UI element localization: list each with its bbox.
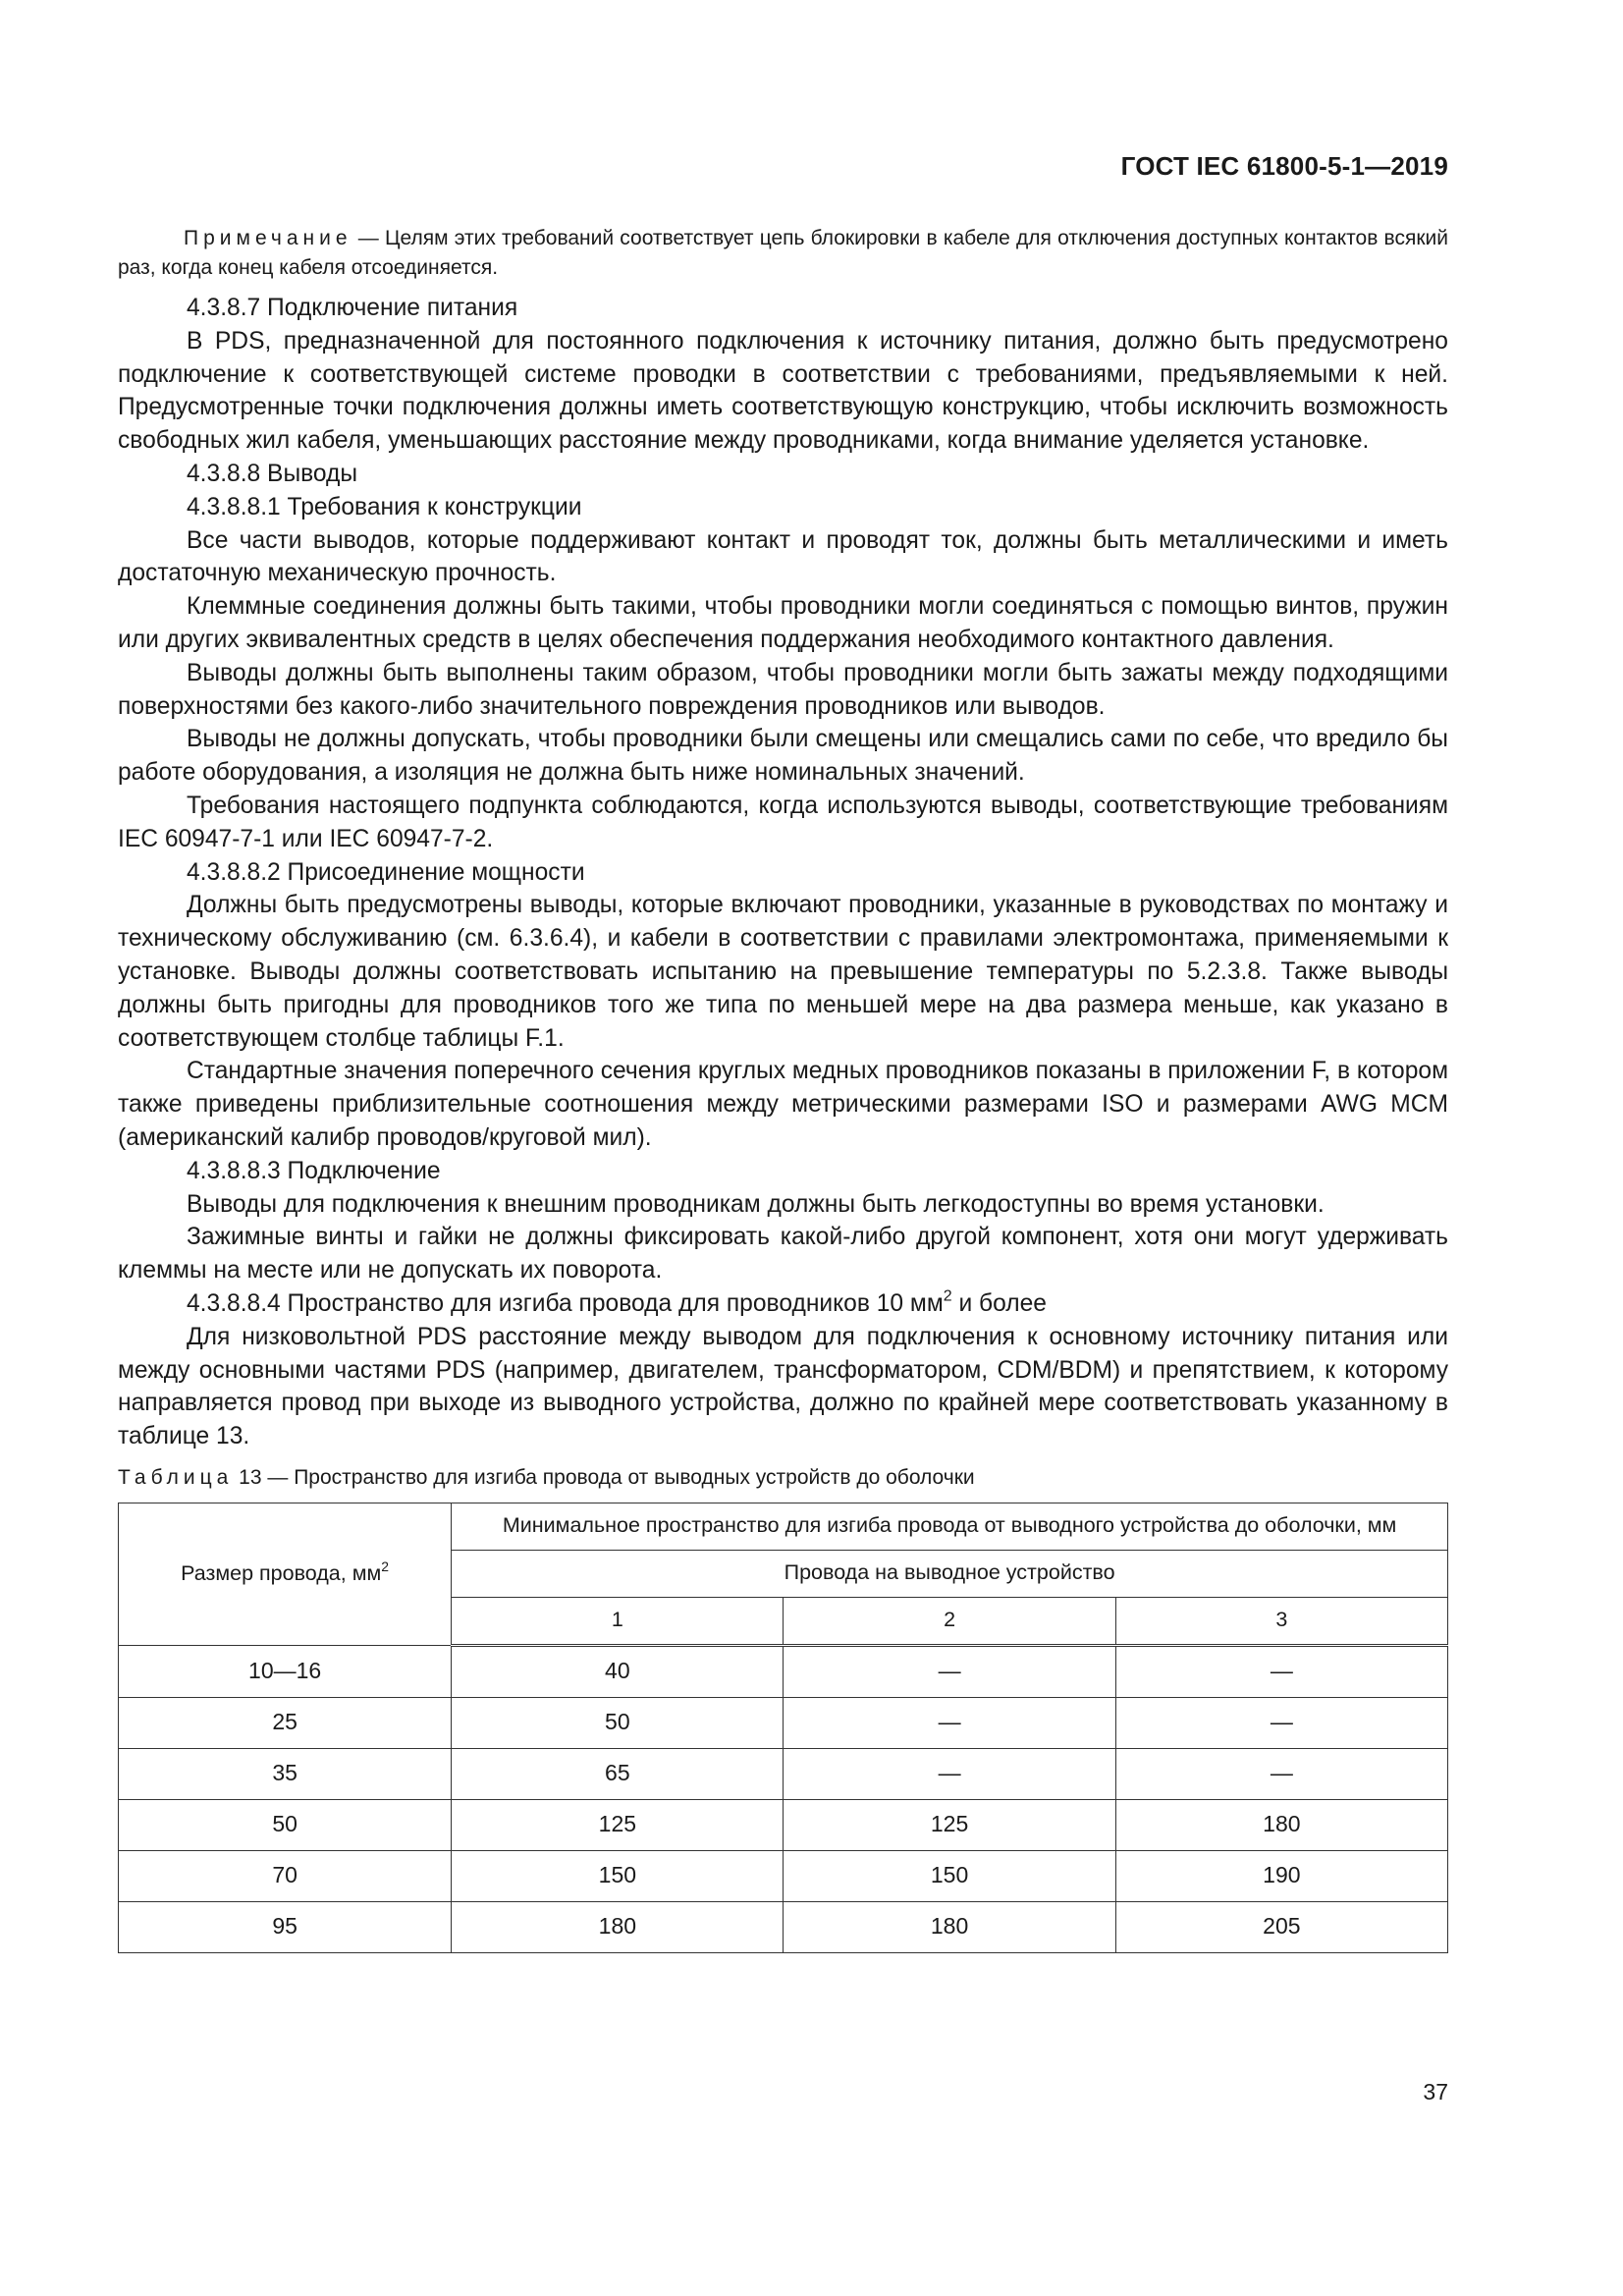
table-cell-value: 125: [452, 1799, 784, 1850]
header-wires-per-terminal: Провода на выводное устройство: [452, 1550, 1448, 1597]
paragraph: Стандартные значения поперечного сечения круглых медных проводников показаны в приложении F, в котором также приведены приблизительные соотношения между метрическими размерами ISO и размерами AWG MCM (американский калибр проводов/круговой мил).: [118, 1058, 1448, 1151]
bending-space-table: [118, 1503, 1448, 1953]
paragraph-list: [118, 292, 1448, 1287]
bending-heading-sup: 2: [943, 1287, 952, 1305]
header-wire-size: [119, 1503, 452, 1645]
header-min-space: Минимальное пространство для изгиба провода от выводного устройства до оболочки, мм: [452, 1503, 1448, 1550]
paragraph: Должны быть предусмотрены выводы, которые включают проводники, указанные в руководствах по монтажу и техническому обслуживанию (см. 6.3.6.4), и кабели в соответствии с правилами электромонтажа, применяемыми к установке. Выводы должны соответствовать испытанию на превышение температуры по 5.2.3.8. Также выводы должны быть пригодны для проводников того же типа по меньшей мере на два размера меньше, как указано в соответствующем столбце таблицы F.1.: [118, 892, 1448, 1052]
table-cell-size: 50: [119, 1799, 452, 1850]
table-cell-value: 180: [1115, 1799, 1447, 1850]
table-cell-value: —: [784, 1697, 1115, 1748]
paragraph: Все части выводов, которые поддерживают контакт и проводят ток, должны быть металлическими и иметь достаточную механическую прочность.: [118, 526, 1448, 587]
paragraph: Выводы должны быть выполнены таким образом, чтобы проводники могли быть зажаты между подходящими поверхностями без какого-либо значительного повреждения проводников или выводов.: [118, 659, 1448, 720]
table-caption: [118, 1463, 1448, 1493]
table-cell-size: 35: [119, 1748, 452, 1799]
paragraph: Зажимные винты и гайки не должны фиксировать какой-либо другой компонент, хотя они могут удерживать клеммы на месте или не допускать их поворота.: [118, 1224, 1448, 1285]
table-cell-size: 70: [119, 1850, 452, 1901]
section-heading: 4.3.8.8.1 Требования к конструкции: [187, 493, 582, 520]
table-caption-label: Таблица: [118, 1465, 234, 1489]
table-cell-value: 205: [1115, 1901, 1447, 1952]
table-row: [119, 1748, 1448, 1799]
table-body: [119, 1645, 1448, 1952]
header-col-1: 1: [452, 1597, 784, 1645]
paragraph: Выводы для подключения к внешним проводникам должны быть легкодоступны во время установки.: [187, 1190, 1325, 1218]
table-cell-value: 40: [452, 1645, 784, 1697]
table-cell-value: 180: [784, 1901, 1115, 1952]
section-heading: 4.3.8.8.2 Присоединение мощности: [187, 858, 585, 886]
paragraph: Клеммные соединения должны быть такими, чтобы проводники могли соединяться с помощью винтов, пружин или других эквивалентных средств в целях обеспечения поддержания необходимого контактного давления.: [118, 593, 1448, 653]
header-wire-size-sup: 2: [381, 1558, 390, 1574]
table-cell-size: 25: [119, 1697, 452, 1748]
table-row: [119, 1799, 1448, 1850]
table-cell-value: 150: [784, 1850, 1115, 1901]
table-cell-value: —: [1115, 1748, 1447, 1799]
table-cell-value: —: [1115, 1645, 1447, 1697]
section-heading-bending: [118, 1287, 1448, 1321]
table-row: [119, 1850, 1448, 1901]
header-col-2: 2: [784, 1597, 1115, 1645]
table-caption-text: 13 — Пространство для изгиба провода от выводных устройств до оболочки: [233, 1465, 975, 1489]
note-label: Примечание: [184, 227, 352, 249]
table-cell-value: 125: [784, 1799, 1115, 1850]
table-cell-value: 180: [452, 1901, 784, 1952]
table-row: [119, 1697, 1448, 1748]
table-row: [119, 1645, 1448, 1697]
body-text: [118, 224, 1448, 1953]
table-cell-size: 10—16: [119, 1645, 452, 1697]
note-text: — Целям этих требований соответствует цепь блокировки в кабеле для отключения доступных контактов всякий раз, когда конец кабеля отсоединяется.: [118, 227, 1448, 279]
table-cell-size: 95: [119, 1901, 452, 1952]
paragraph-bending: Для низковольтной PDS расстояние между выводом для подключения к основному источнику питания или между основными частями PDS (например, двигателем, трансформатором, CDM/BDM) и препятствием, к которому направляется провод при выходе из выводного устройства, должно по крайней мере соответствовать указанному в таблице 13.: [118, 1323, 1448, 1450]
bending-heading-tail: и более: [951, 1289, 1047, 1317]
paragraph: Требования настоящего подпункта соблюдаются, когда используются выводы, соответствующие требованиям IEC 60947-7-1 или IEC 60947-7-2.: [118, 792, 1448, 852]
header-wire-size-text: Размер провода, мм: [181, 1560, 382, 1585]
section-heading: 4.3.8.8.3 Подключение: [187, 1157, 441, 1184]
table-cell-value: —: [1115, 1697, 1447, 1748]
document-code: ГОСТ IEC 61800-5-1—2019: [1120, 151, 1448, 181]
table-cell-value: 150: [452, 1850, 784, 1901]
section-heading: 4.3.8.7 Подключение питания: [187, 295, 518, 321]
paragraph: В PDS, предназначенной для постоянного подключения к источнику питания, должно быть предусмотрено подключение к соответствующей системе проводки в соответствии с требованиями, предъявляемыми к ней. Предусмотренные точки подключения должны иметь соответствующую конструкцию, чтобы исключить возможность свободных жил кабеля, уменьшающих расстояние между проводниками, когда внимание уделяется установке.: [118, 327, 1448, 455]
table-cell-value: 50: [452, 1697, 784, 1748]
bending-heading-text: 4.3.8.8.4 Пространство для изгиба провода для проводников 10 мм: [187, 1289, 944, 1317]
table-row: [119, 1901, 1448, 1952]
table-cell-value: 190: [1115, 1850, 1447, 1901]
paragraph: Выводы не должны допускать, чтобы проводники были смещены или смещались сами по себе, что вредило бы работе оборудования, а изоляция не должна быть ниже номинальных значений.: [118, 726, 1448, 787]
table-cell-value: —: [784, 1645, 1115, 1697]
page-number: 37: [1423, 2079, 1448, 2105]
table-cell-value: 65: [452, 1748, 784, 1799]
table-cell-value: —: [784, 1748, 1115, 1799]
section-heading: 4.3.8.8 Выводы: [187, 460, 358, 487]
note: [118, 224, 1448, 283]
header-col-3: 3: [1115, 1597, 1447, 1645]
